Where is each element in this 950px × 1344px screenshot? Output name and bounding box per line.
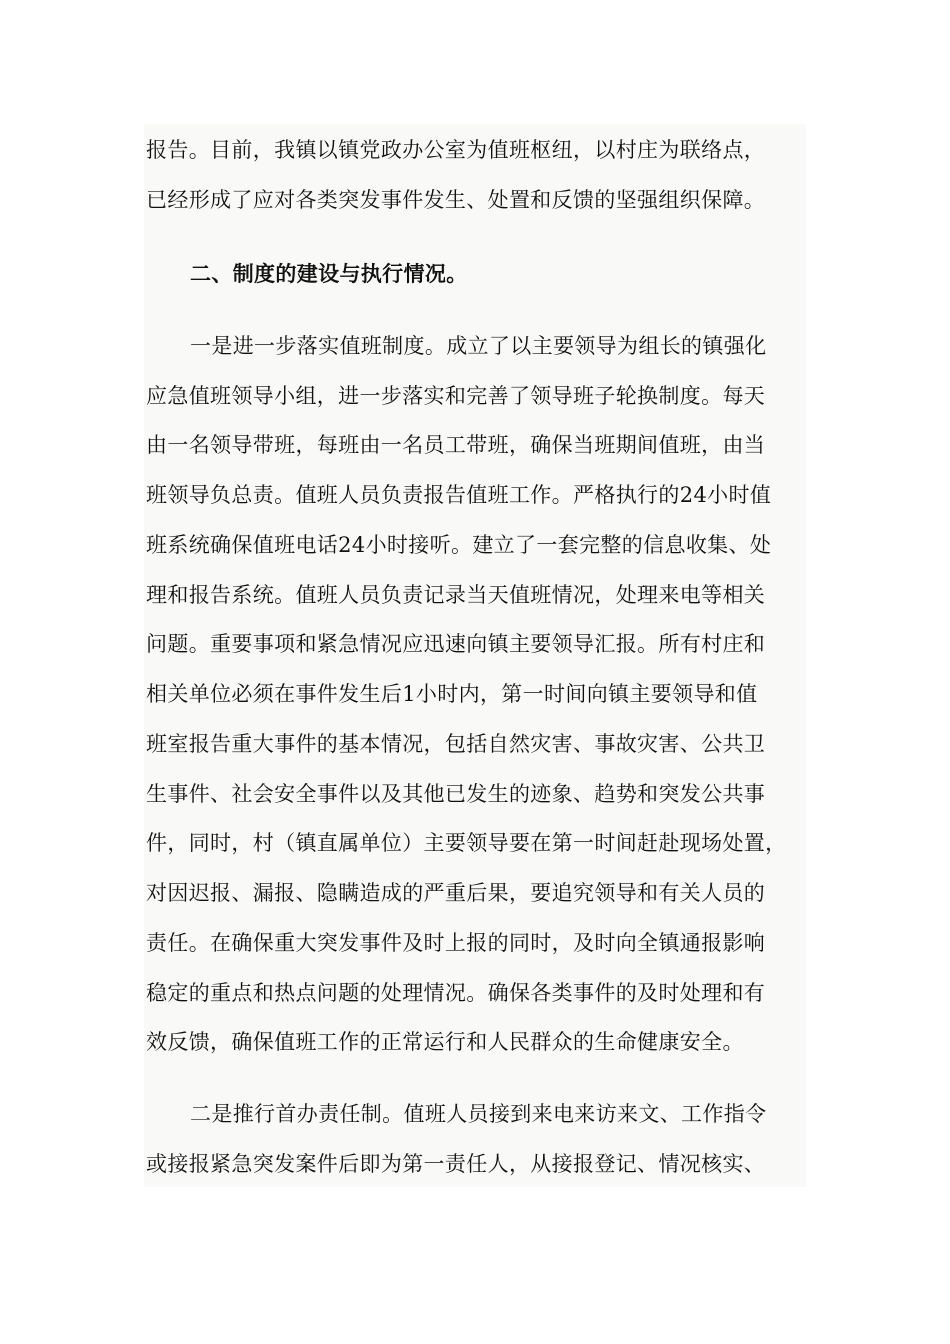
paragraph-line: 理和报告系统。值班人员负责记录当天值班情况，处理来电等相关 [146,583,766,607]
paragraph-line: 班室报告重大事件的基本情况，包括自然灾害、事故灾害、公共卫 [146,732,766,756]
paragraph-line: 生事件、社会安全事件以及其他已发生的迹象、趋势和突发公共事 [146,782,766,806]
paragraph-line: 应急值班领导小组，进一步落实和完善了领导班子轮换制度。每天 [146,384,766,408]
paragraph-line: 班领导负总责。值班人员负责报告值班工作。严格执行的24小时值 [146,483,772,507]
paragraph-line: 稳定的重点和热点问题的处理情况。确保各类事件的及时处理和有 [146,981,766,1005]
paragraph-line: 报告。目前，我镇以镇党政办公室为值班枢纽，以村庄为联络点， [146,138,766,162]
paragraph-line: 件，同时，村（镇直属单位）主要领导要在第一时间赶赴现场处置， [146,831,787,855]
paragraph-line: 或接报紧急突发案件后即为第一责任人，从接报登记、情况核实、 [146,1152,766,1176]
document-page [144,124,806,1187]
paragraph-line: 问题。重要事项和紧急情况应迅速向镇主要领导汇报。所有村庄和 [146,632,766,656]
paragraph-line: 二是推行首办责任制。值班人员接到来电来访来文、工作指令 [190,1102,767,1126]
paragraph-line: 一是进一步落实值班制度。成立了以主要领导为组长的镇强化 [190,334,767,358]
paragraph-line: 对因迟报、漏报、隐瞒造成的严重后果，要追究领导和有关人员的 [146,881,766,905]
paragraph-line: 已经形成了应对各类突发事件发生、处置和反馈的坚强组织保障。 [146,188,766,212]
paragraph-line: 班系统确保值班电话24小时接听。建立了一套完整的信息收集、处 [146,533,772,557]
paragraph-line: 由一名领导带班，每班由一名员工带班，确保当班期间值班，由当 [146,433,766,457]
section-heading: 二、制度的建设与执行情况。 [190,261,468,286]
paragraph-line: 效反馈，确保值班工作的正常运行和人民群众的生命健康安全。 [146,1030,744,1054]
paragraph-line: 责任。在确保重大突发事件及时上报的同时，及时向全镇通报影响 [146,931,766,955]
paragraph-line: 相关单位必须在事件发生后1小时内，第一时间向镇主要领导和值 [146,682,758,706]
